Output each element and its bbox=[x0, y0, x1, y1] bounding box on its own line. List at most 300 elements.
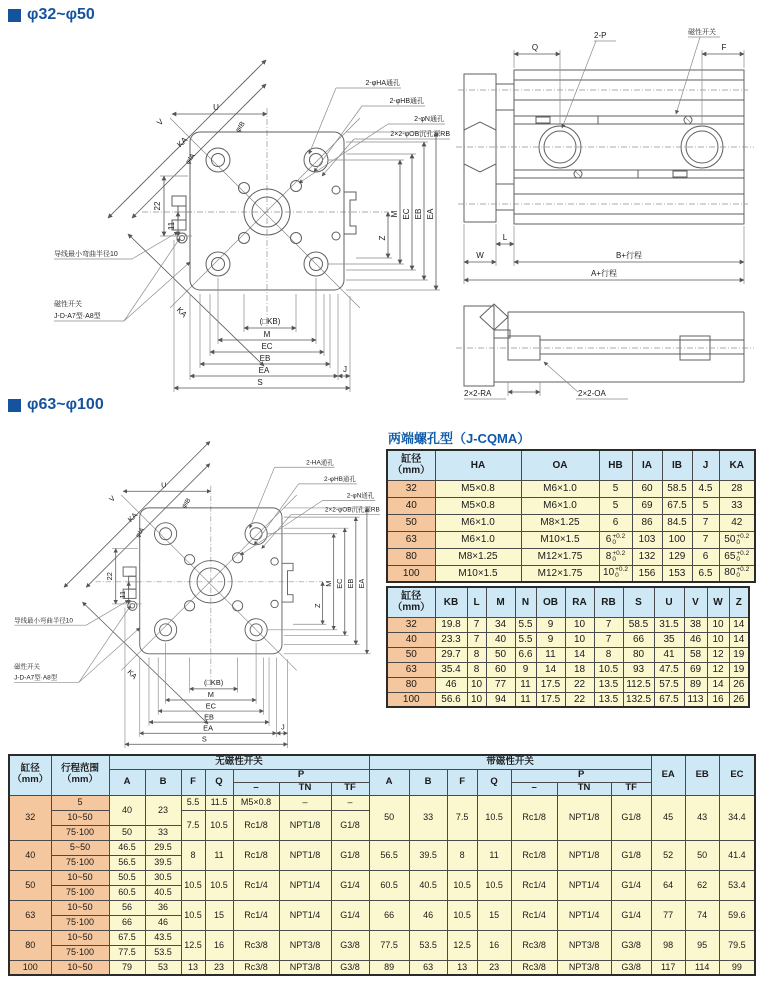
table-cell: M6×1.0 bbox=[435, 531, 521, 548]
dim-label-phi-ia: φIA bbox=[134, 526, 147, 540]
table-cell: 16 bbox=[477, 930, 511, 960]
dim-label-ec-bottom: EC bbox=[205, 701, 216, 711]
col-header-u: U bbox=[654, 587, 684, 617]
table-cell: 46 bbox=[145, 915, 181, 930]
table-cell: 40.5 bbox=[145, 885, 181, 900]
table-cell: NPT1/8 bbox=[279, 810, 331, 840]
col-header-eb: EB bbox=[685, 755, 719, 795]
table-cell: 66 bbox=[369, 900, 409, 930]
table-cell: 12.5 bbox=[181, 930, 205, 960]
table-cell: 56.5 bbox=[109, 855, 145, 870]
table-cell: 67.5 bbox=[654, 692, 684, 707]
dim-label-u: U bbox=[161, 480, 167, 490]
table-cell: 26 bbox=[729, 677, 749, 692]
table-cell: 13 bbox=[181, 960, 205, 975]
table-cell: 33 bbox=[145, 825, 181, 840]
dim-label-eb-bottom: EB bbox=[204, 712, 214, 722]
group-header-with-switch: 带磁性开关 bbox=[369, 755, 651, 769]
table-cell: 58 bbox=[684, 647, 707, 662]
table-cell: 31.5 bbox=[654, 617, 684, 632]
table-cell: 75·100 bbox=[51, 825, 109, 840]
table-cell: Rc3/8 bbox=[233, 930, 279, 960]
table-cell: Rc1/8 bbox=[511, 840, 557, 870]
table-cell: G1/4 bbox=[331, 900, 369, 930]
table-cell: 10.5 bbox=[594, 662, 623, 677]
col-header-f: F bbox=[181, 769, 205, 795]
table-cell: 60.5 bbox=[369, 870, 409, 900]
bore-cell: 50 bbox=[387, 514, 435, 531]
dim-label-ka-lower: KA bbox=[174, 305, 189, 320]
table-cell: 19 bbox=[729, 647, 749, 662]
col-header-p: P bbox=[511, 769, 651, 782]
table-cell: 13.5 bbox=[594, 692, 623, 707]
table-cell: 6 bbox=[599, 514, 632, 531]
bore-cell: 63 bbox=[387, 662, 435, 677]
col-header-stroke-range: 行程范围 （mm） bbox=[51, 755, 109, 795]
table-cell: NPT1/4 bbox=[557, 870, 611, 900]
table-cell: G1/8 bbox=[331, 810, 369, 840]
table-cell: G1/8 bbox=[611, 795, 651, 840]
table-cell: 30.5 bbox=[145, 870, 181, 885]
table-cell: 40.5 bbox=[409, 870, 447, 900]
table-cell: 132 bbox=[632, 548, 662, 565]
dim-label-s: S bbox=[201, 734, 207, 744]
table-cell: 18 bbox=[565, 662, 594, 677]
table-cell: 29.7 bbox=[435, 647, 467, 662]
table-cell: 35 bbox=[654, 632, 684, 647]
dim-label-m-bottom: M bbox=[263, 330, 271, 339]
table-cell: 8 +0.2 0 bbox=[599, 548, 632, 565]
table-cell: M12×1.75 bbox=[521, 565, 599, 582]
side-view-drawing bbox=[448, 22, 760, 294]
table-cell: 79.5 bbox=[719, 930, 755, 960]
table-cell: 9 bbox=[536, 632, 565, 647]
table-cell: 10~50 bbox=[51, 900, 109, 915]
callout-ha-hole: 2-HA通孔 bbox=[306, 459, 334, 467]
table-cell: 94 bbox=[486, 692, 515, 707]
dim-label-a-stroke: A+行程 bbox=[590, 269, 618, 278]
table-cell: 50 bbox=[685, 840, 719, 870]
col-header-ia: IA bbox=[632, 450, 662, 480]
table-cell: 22 bbox=[565, 677, 594, 692]
table-cell: 11 bbox=[515, 692, 536, 707]
dim-label-22: 22 bbox=[105, 572, 115, 581]
table-row bbox=[387, 480, 755, 497]
callout-hb-hole: 2-φHB通孔 bbox=[389, 98, 424, 105]
dim-label-v: V bbox=[107, 493, 118, 504]
col-header-n: N bbox=[515, 587, 536, 617]
table-cell: 12 bbox=[707, 662, 729, 677]
table-cell: 7 bbox=[467, 632, 486, 647]
table-cell: 75·100 bbox=[51, 915, 109, 930]
bore-cell: 80 bbox=[387, 677, 435, 692]
dim-label-v: V bbox=[155, 117, 166, 128]
dim-label-m-bottom: M bbox=[207, 690, 214, 700]
table-cell: Rc1/8 bbox=[233, 810, 279, 840]
mag-switch-model: J-D-A7型·A8型 bbox=[14, 674, 58, 682]
table-cell: 75·100 bbox=[51, 885, 109, 900]
table-cell: 40 bbox=[109, 795, 145, 825]
table-cell: 10~50 bbox=[51, 870, 109, 885]
table-cell: G1/8 bbox=[611, 840, 651, 870]
table-cell: 5.5 bbox=[515, 617, 536, 632]
table-cell: 77 bbox=[486, 677, 515, 692]
table-cell: 14 bbox=[536, 662, 565, 677]
mag-switch-model: J-D-A7型·A8型 bbox=[54, 313, 101, 320]
table-cell: 46 bbox=[684, 632, 707, 647]
col-header-p-tn: TN bbox=[279, 782, 331, 795]
table-cell: NPT1/8 bbox=[557, 795, 611, 840]
table-cell: 100 bbox=[9, 960, 51, 975]
table-cell: 7 bbox=[467, 617, 486, 632]
table-cell: 13 bbox=[447, 960, 477, 975]
table-cell: 32 bbox=[9, 795, 51, 840]
table-cell: 77.5 bbox=[109, 945, 145, 960]
dim-label-ka-lower: KA bbox=[125, 667, 139, 681]
table-cell: 15 bbox=[477, 900, 511, 930]
dim-label-z: Z bbox=[378, 235, 387, 241]
general-dimension-table bbox=[386, 586, 750, 708]
col-header-j: J bbox=[692, 450, 719, 480]
table-cell: 113 bbox=[684, 692, 707, 707]
table-row bbox=[387, 514, 755, 531]
dim-label-11: 11 bbox=[167, 221, 176, 231]
dim-label-ec-bottom: EC bbox=[261, 342, 273, 351]
table-cell: 10.5 bbox=[181, 870, 205, 900]
table-cell: 50.5 bbox=[109, 870, 145, 885]
table-cell: 58.5 bbox=[623, 617, 654, 632]
dim-label-ka: KA bbox=[175, 135, 190, 150]
dim-label-kb: (□KB) bbox=[204, 678, 224, 688]
table-cell: M10×1.5 bbox=[521, 531, 599, 548]
table-cell: 17.5 bbox=[536, 677, 565, 692]
table-cell: 10 bbox=[707, 617, 729, 632]
table-cell: 8 bbox=[447, 840, 477, 870]
table-cell: 10.5 bbox=[477, 795, 511, 840]
table-cell: 14 bbox=[707, 677, 729, 692]
col-header-b: B bbox=[409, 769, 447, 795]
table-cell: 43.5 bbox=[145, 930, 181, 945]
col-header-q: Q bbox=[205, 769, 233, 795]
table-cell: 41.4 bbox=[719, 840, 755, 870]
table-cell: 84.5 bbox=[662, 514, 692, 531]
table-row bbox=[9, 930, 755, 945]
col-header-ec: EC bbox=[719, 755, 755, 795]
front-view-drawing-32-50 bbox=[52, 26, 452, 392]
table-cell: 77 bbox=[651, 900, 685, 930]
bore-cell: 32 bbox=[387, 480, 435, 497]
table-cell: Rc1/4 bbox=[511, 870, 557, 900]
bore-cell: 32 bbox=[387, 617, 435, 632]
table-cell: 66 bbox=[109, 915, 145, 930]
table-cell: 8 bbox=[181, 840, 205, 870]
dim-label-ka: KA bbox=[125, 510, 140, 524]
table-cell: G3/8 bbox=[331, 930, 369, 960]
table-cell: 6 +0.2 0 bbox=[599, 531, 632, 548]
bore-cell: 63 bbox=[387, 531, 435, 548]
section-header-32-50 bbox=[8, 6, 95, 24]
right-dimensions bbox=[267, 508, 370, 654]
table-cell: NPT1/4 bbox=[279, 870, 331, 900]
col-header-ob: OB bbox=[536, 587, 565, 617]
table-cell: 89 bbox=[684, 677, 707, 692]
table-cell: NPT1/8 bbox=[279, 840, 331, 870]
table-cell: 6.6 bbox=[515, 647, 536, 662]
section-title-63-100: φ63~φ100 bbox=[27, 396, 104, 413]
table-cell: 7 bbox=[594, 632, 623, 647]
table-cell: 9 bbox=[515, 662, 536, 677]
table-cell: Rc1/4 bbox=[233, 900, 279, 930]
hole-callouts bbox=[299, 78, 450, 183]
table-cell: 7 bbox=[594, 617, 623, 632]
table-cell: Rc1/4 bbox=[233, 870, 279, 900]
col-header-ha: HA bbox=[435, 450, 521, 480]
table-cell: 46.5 bbox=[109, 840, 145, 855]
table-cell: 11 bbox=[515, 677, 536, 692]
table-cell: 7 bbox=[692, 514, 719, 531]
table-cell: 38 bbox=[684, 617, 707, 632]
table-row bbox=[387, 548, 755, 565]
table-cell: 10.5 bbox=[447, 900, 477, 930]
left-callouts bbox=[54, 232, 190, 321]
col-header-p-rc: – bbox=[233, 782, 279, 795]
table-cell: NPT3/8 bbox=[557, 930, 611, 960]
col-header-s: S bbox=[623, 587, 654, 617]
table-cell: 16 bbox=[707, 692, 729, 707]
bore-cell: 100 bbox=[387, 692, 435, 707]
col-header-bore: 缸径 （mm） bbox=[387, 587, 435, 617]
col-header-m: M bbox=[486, 587, 515, 617]
table-cell: M8×1.25 bbox=[521, 514, 599, 531]
col-header-kb: KB bbox=[435, 587, 467, 617]
table-cell: NPT1/4 bbox=[557, 900, 611, 930]
table-cell: Rc1/8 bbox=[511, 795, 557, 840]
callouts bbox=[562, 27, 720, 128]
dim-label-m-right: M bbox=[390, 210, 399, 218]
callout-ob-hole: 2×2-φOB沉孔深RB bbox=[390, 131, 450, 138]
table-row bbox=[9, 795, 755, 810]
table-cell: 7 bbox=[692, 531, 719, 548]
table-cell: 93 bbox=[623, 662, 654, 677]
table-cell: NPT3/8 bbox=[279, 930, 331, 960]
table-cell: 5 bbox=[599, 480, 632, 497]
table-cell: 13.5 bbox=[594, 677, 623, 692]
col-header-ib: IB bbox=[662, 450, 692, 480]
col-header-bore: 缸径 （mm） bbox=[9, 755, 51, 795]
bottom-dimensions bbox=[125, 608, 288, 748]
table-cell: 53.5 bbox=[145, 945, 181, 960]
table-cell: 8 bbox=[467, 662, 486, 677]
dim-label-ea-bottom: EA bbox=[203, 723, 214, 733]
dim-label-ea-bottom: EA bbox=[258, 366, 270, 375]
table-cell: 10~50 bbox=[51, 810, 109, 825]
table-cell: M6×1.0 bbox=[521, 480, 599, 497]
section-title-32-50: φ32~φ50 bbox=[27, 6, 95, 23]
table-row bbox=[387, 617, 749, 632]
table-cell: 117 bbox=[651, 960, 685, 975]
table-cell: 5 bbox=[599, 497, 632, 514]
callout-2p: 2-P bbox=[594, 31, 607, 40]
table-cell: 50 bbox=[369, 795, 409, 840]
table-cell: 60.5 bbox=[109, 885, 145, 900]
dim-label-l: L bbox=[502, 233, 508, 242]
table-cell: NPT3/8 bbox=[557, 960, 611, 975]
top-dimensions bbox=[514, 43, 744, 124]
table-cell: 63 bbox=[409, 960, 447, 975]
col-header-l: L bbox=[467, 587, 486, 617]
table-cell: 80 bbox=[623, 647, 654, 662]
dim-label-f: F bbox=[721, 43, 727, 52]
dim-label-m-right: M bbox=[323, 580, 333, 587]
dim-label-ec-right: EC bbox=[334, 578, 344, 589]
table-cell: 14 bbox=[565, 647, 594, 662]
table-cell: 6.5 bbox=[692, 565, 719, 582]
dim-label-z: Z bbox=[312, 603, 322, 609]
table-cell: 45 bbox=[651, 795, 685, 840]
table-row bbox=[387, 662, 749, 677]
table-cell: 112.5 bbox=[623, 677, 654, 692]
table-cell: 12 bbox=[707, 647, 729, 662]
bore-cell: 40 bbox=[387, 632, 435, 647]
table-cell: 23 bbox=[205, 960, 233, 975]
table-cell: – bbox=[279, 795, 331, 810]
table-cell: 19 bbox=[729, 662, 749, 677]
table-row bbox=[9, 900, 755, 915]
table-cell: Rc1/8 bbox=[233, 840, 279, 870]
table-cell: 80 bbox=[9, 930, 51, 960]
col-header-p: P bbox=[233, 769, 369, 782]
mag-switch-label: 磁性开关 bbox=[14, 663, 40, 671]
table-cell: 5 bbox=[51, 795, 109, 810]
right-dimensions bbox=[328, 132, 440, 290]
table-cell: 23 bbox=[477, 960, 511, 975]
table-cell: 40 bbox=[9, 840, 51, 870]
dim-label-j: J bbox=[281, 722, 285, 732]
table-cell: 7.5 bbox=[447, 795, 477, 840]
table-cell: 56.6 bbox=[435, 692, 467, 707]
callout-oa: 2×2-OA bbox=[578, 389, 606, 398]
table-cell: 62 bbox=[685, 870, 719, 900]
dim-label-q: Q bbox=[531, 43, 539, 52]
table-cell: G1/4 bbox=[331, 870, 369, 900]
callout-n-hole: 2-φN通孔 bbox=[414, 116, 444, 123]
table-cell: NPT3/8 bbox=[279, 960, 331, 975]
table-cell: Rc3/8 bbox=[511, 960, 557, 975]
callout-n-hole: 2-φN通孔 bbox=[346, 492, 375, 500]
table-cell: 50 +0.2 0 bbox=[719, 531, 755, 548]
dim-label-22: 22 bbox=[153, 201, 162, 211]
table-cell: 33 bbox=[719, 497, 755, 514]
col-header-q: Q bbox=[477, 769, 511, 795]
bore-cell: 80 bbox=[387, 548, 435, 565]
table-cell: 100 bbox=[662, 531, 692, 548]
table-cell: 5~50 bbox=[51, 840, 109, 855]
table-cell: 39.5 bbox=[145, 855, 181, 870]
table-cell: 23 bbox=[145, 795, 181, 825]
col-header-f: F bbox=[447, 769, 477, 795]
diagonal-dimensions bbox=[64, 441, 210, 724]
table-cell: 66 bbox=[623, 632, 654, 647]
table-cell: 9 bbox=[536, 617, 565, 632]
table-cell: 8 bbox=[594, 647, 623, 662]
table-cell: M12×1.75 bbox=[521, 548, 599, 565]
table-cell: 50 bbox=[486, 647, 515, 662]
table-cell: 47.5 bbox=[654, 662, 684, 677]
table-cell: M6×1.0 bbox=[435, 514, 521, 531]
table-row bbox=[9, 960, 755, 975]
dim-label-11: 11 bbox=[117, 590, 127, 599]
lower-side-view-drawing bbox=[448, 292, 760, 412]
table-cell: 10.5 bbox=[447, 870, 477, 900]
dim-label-kb: (□KB) bbox=[259, 317, 281, 326]
table-cell: 10~50 bbox=[51, 930, 109, 945]
table-cell: M8×1.25 bbox=[435, 548, 521, 565]
table-cell: 34.4 bbox=[719, 795, 755, 840]
table-cell: 14 bbox=[729, 632, 749, 647]
section-bullet-icon bbox=[8, 9, 21, 22]
dim-label-phi-ib: φIB bbox=[234, 120, 247, 134]
table-row bbox=[387, 632, 749, 647]
table-cell: 12.5 bbox=[447, 930, 477, 960]
table-row bbox=[387, 497, 755, 514]
table-cell: G1/4 bbox=[611, 870, 651, 900]
table-cell: 129 bbox=[662, 548, 692, 565]
table-cell: 10 bbox=[467, 677, 486, 692]
col-header-p-tf: TF bbox=[331, 782, 369, 795]
table-cell: 53.4 bbox=[719, 870, 755, 900]
diagonal-dimensions bbox=[108, 60, 266, 366]
table-cell: 114 bbox=[685, 960, 719, 975]
dim-label-phi-ia: φIA bbox=[184, 152, 197, 166]
col-header-ra: RA bbox=[565, 587, 594, 617]
col-header-b: B bbox=[145, 769, 181, 795]
body-outline bbox=[456, 70, 754, 224]
table-cell: 75·100 bbox=[51, 855, 109, 870]
table-cell: 40 bbox=[486, 632, 515, 647]
table-cell: 103 bbox=[632, 531, 662, 548]
table-cell: 98 bbox=[651, 930, 685, 960]
col-header-bore: 缸径 （mm） bbox=[387, 450, 435, 480]
wire-bend-note: 导线最小弯曲半径10 bbox=[14, 617, 73, 625]
table-cell: 43 bbox=[685, 795, 719, 840]
table-cell: 6 bbox=[692, 548, 719, 565]
dim-label-eb-right: EB bbox=[346, 578, 356, 589]
col-header-rb: RB bbox=[594, 587, 623, 617]
table-cell: 22 bbox=[565, 692, 594, 707]
col-header-w: W bbox=[707, 587, 729, 617]
table-cell: 5 bbox=[692, 497, 719, 514]
col-header-ea: EA bbox=[651, 755, 685, 795]
table-cell: 36 bbox=[145, 900, 181, 915]
thread-type-dimension-table bbox=[386, 449, 756, 583]
table-cell: M6×1.0 bbox=[521, 497, 599, 514]
callout-ob-hole: 2×2-φOB沉孔深RB bbox=[324, 506, 380, 514]
table-cell: Rc3/8 bbox=[233, 960, 279, 975]
table-cell: 11 bbox=[536, 647, 565, 662]
wire-bend-note: 导线最小弯曲半径10 bbox=[54, 251, 118, 258]
table-cell: 46 bbox=[435, 677, 467, 692]
body-outline bbox=[456, 304, 754, 386]
table-cell: 26 bbox=[729, 692, 749, 707]
table-cell: G3/8 bbox=[611, 960, 651, 975]
table-cell: 80 +0.2 0 bbox=[719, 565, 755, 582]
table-cell: 156 bbox=[632, 565, 662, 582]
plate-outline bbox=[172, 132, 356, 290]
table-row bbox=[387, 677, 749, 692]
bottom-dimensions bbox=[464, 224, 744, 284]
table-cell: 63 bbox=[9, 900, 51, 930]
table-cell: 10~50 bbox=[51, 960, 109, 975]
